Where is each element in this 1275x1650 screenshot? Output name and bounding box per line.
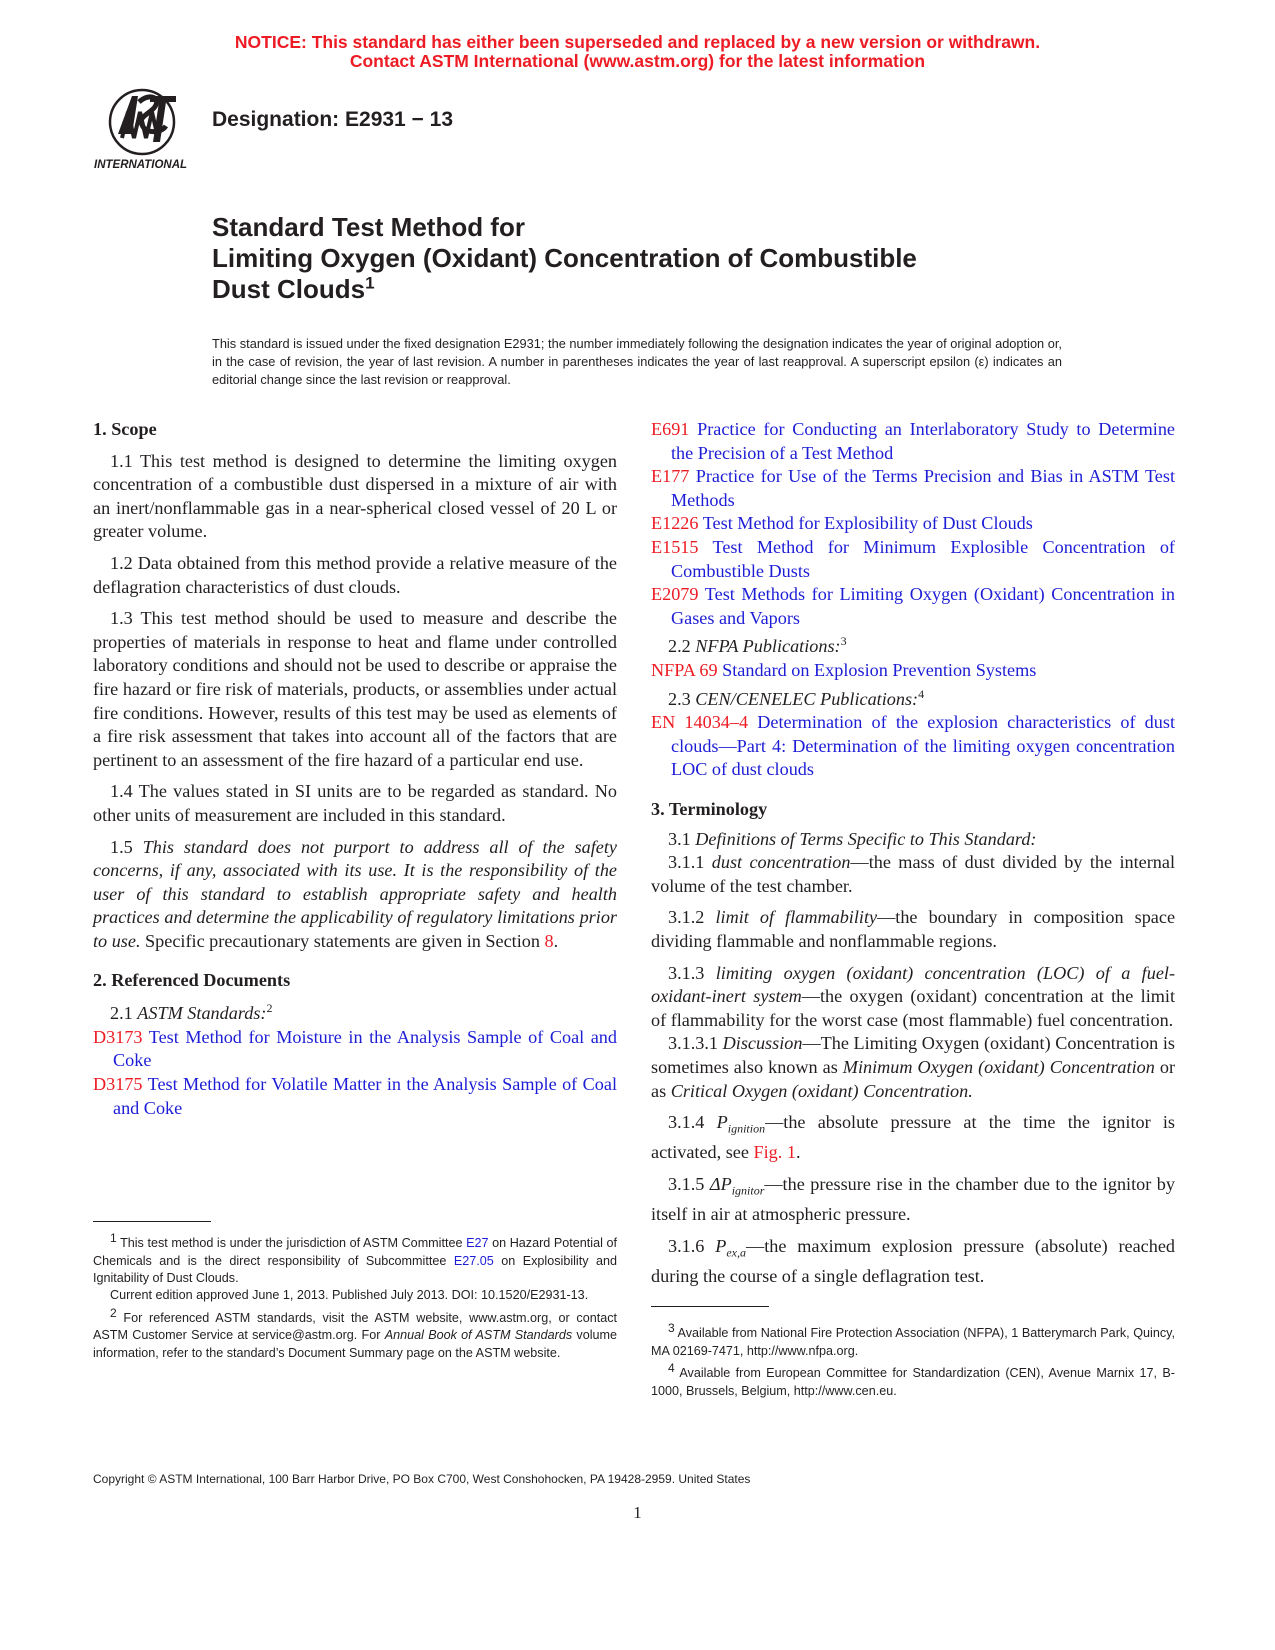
notice-line-2: Contact ASTM International (www.astm.org) for the latest information [349,51,926,71]
title-line-1: Standard Test Method for [212,212,525,242]
ref-en-14034-4[interactable]: EN 14034–4 Determination of the explosion characteristics of dust clouds—Part 4: Determination of the limiting oxygen concentration LOC of dust clouds [651,712,1176,780]
ref-d3175[interactable]: D3175 Test Method for Volatile Matter in the Analysis Sample of Coal and Coke [93,1073,618,1118]
left-footnote-rule [93,1221,211,1222]
footnote-2: $^2$ For referenced ASTM standards, visit the ASTM website, www.astm.org, or contact ASTM Customer Service at service@astm.org. For Annual Book of ASTM Standards volume information, refer to the standard’s Document Summary page on the ASTM website. [93,1305,617,1360]
copyright: Copyright © ASTM International, 100 Barr Harbor Drive, PO Box C700, West Conshohocken, PA 19428-2959. United States [93,1472,751,1486]
withdrawn-notice [0,33,1275,71]
committee-e27-link[interactable]: E27 [466,1236,489,1251]
ref-e691[interactable]: E691 Practice for Conducting an Interlaboratory Study to Determine the Precision of a Test Method [651,419,1175,463]
title-line-2: Limiting Oxygen (Oxidant) Concentration of Combustible [212,243,917,273]
section-2-1: 2.1 ASTM Standards:$^2$ [110,1001,273,1024]
page-number: 1 [633,1503,642,1522]
ref-e1226[interactable]: E1226 Test Method for Explosibility of Dust Clouds [651,513,1033,534]
footnote-3: $^3$ Available from National Fire Protection Association (NFPA), 1 Batterymarch Park, Quincy, MA 02169-7471, http://www.nfpa.org. [651,1321,1175,1358]
section-2-2: 2.2 NFPA Publications:$^3$ [668,634,847,657]
left-column [93,418,617,1120]
astm-logo-mark [92,82,196,174]
section-3-heading: 3. Terminology [651,799,768,820]
ref-e177[interactable]: E177 Practice for Use of the Terms Precision and Bias in ASTM Test Methods [651,466,1176,510]
issued-note: This standard is issued under the fixed designation E2931; the number immediately following the designation indicates the year of original adoption or, in the case of revision, the year of last revision. A number in parentheses indicates the year of last reapproval. A superscript epsilon (ε) indicates an editorial change since the last revision or reapproval. [212,336,1062,387]
designation: Designation: E2931 − 13 [212,108,454,131]
section-3-1-2: 3.1.2 limit of flammability—the boundary in composition space dividing flammable and nonflammable regions. [651,907,1176,951]
section-1-heading: 1. Scope [93,419,157,439]
logo-subtext: INTERNATIONAL [94,159,188,171]
ref-e1515[interactable]: E1515 Test Method for Minimum Explosible Concentration of Combustible Dusts [651,536,1175,581]
section-2-heading: 2. Referenced Documents [93,970,291,991]
title-footnote-mark: 1 [365,273,375,293]
footnote-1-edition: Current edition approved June 1, 2013. Published July 2013. DOI: 10.1520/E2931-13. [110,1288,589,1303]
ref-d3173[interactable]: D3173 Test Method for Moisture in the Analysis Sample of Coal and Coke [93,1026,617,1071]
section-1-3: 1.3 This test method should be used to measure and describe the properties of materials in response to heat and flame under controlled laboratory conditions and should not be used to describe or appraise the fire hazard or fire risk of materials, products, or assemblies under actual fire conditions. However, results of this test may be used as elements of a fire risk assessment that takes into account all of the factors that are pertinent to an assessment of the fire hazard of a particular end use. [93,608,617,770]
document-title [212,212,1112,305]
right-footnotes [651,1320,1175,1400]
subcommittee-link[interactable]: E27.05 [453,1253,494,1268]
section-2-3: 2.3 CEN/CENELEC Publications:$^4$ [668,686,925,709]
section-1-1: 1.1 This test method is designed to determine the limiting oxygen concentration of a combustible dust dispersed in a mixture of air with an inert/nonflammable gas in a near-spherical closed vessel of 20 L or greater volume. [93,450,617,542]
section-3-1-4: 3.1.4 $P_{ignition}—the$ absolute pressure at the time the ignitor is activated, see Fig. 1. [651,1112,1176,1163]
section-1-2: 1.2 Data obtained from this method provide a relative measure of the deflagration characteristics of dust clouds. [93,552,617,597]
right-column [651,418,1175,1289]
section-3-1-3: 3.1.3 limiting oxygen (oxidant) concentration (LOC) of a fuel-oxidant-inert system—the oxygen (oxidant) concentration at the limit of flammability for the worst case (most flammable) fuel concentration. [651,962,1176,1030]
astm-logo [92,82,196,174]
section-3-1-6: 3.1.6 $P_{ex,a}—the$ maximum explosion pressure (absolute) reached during the course of a single deflagration test. [651,1235,1176,1287]
section-3-1-3-1: 3.1.3.1 Discussion—The Limiting Oxygen (oxidant) Concentration is sometimes also known as Minimum Oxygen (oxidant) Concentration or as Critical Oxygen (oxidant) Concentration. [651,1033,1175,1101]
footnote-1: $^1$ This test method is under the jurisdiction of ASTM Committee E27 on Hazard Potential of Chemicals and is the direct responsibility of Subcommittee E27.05 on Explosibility and Ignitability of Dust Clouds. [93,1231,618,1285]
right-footnote-rule [651,1306,769,1307]
section-3-1-1: 3.1.1 dust concentration—the mass of dust divided by the internal volume of the test chamber. [651,852,1175,896]
section-3-1-5: 3.1.5 $\Delta P_{ignitor}—the$ pressure rise in the chamber due to the ignitor by itself in air at atmospheric pressure. [651,1173,1175,1225]
section-3-1: 3.1 Definitions of Terms Specific to This Standard: [668,828,1037,849]
left-footnotes [93,1230,617,1362]
ref-nfpa-69[interactable]: NFPA 69 Standard on Explosion Prevention Systems [651,660,1037,680]
ref-e2079[interactable]: E2079 Test Methods for Limiting Oxygen (Oxidant) Concentration in Gases and Vapors [651,584,1176,628]
section-1-5: 1.5 This standard does not purport to address all of the safety concerns, if any, associated with its use. It is the responsibility of the user of this standard to establish appropriate safety and health practices and determine the applicability of regulatory limitations prior to use. Specific precautionary statements are given in Section 8. [93,836,617,951]
fig-1-link[interactable]: Fig. 1 [753,1142,796,1163]
section-8-link[interactable]: 8 [544,930,554,951]
section-1-4: 1.4 The values stated in SI units are to be regarded as standard. No other units of measurement are included in this standard. [93,781,617,825]
footnote-4: $^4$ Available from European Committee for Standardization (CEN), Avenue Marnix 17, B-1000, Brussels, Belgium, http://www.cen.eu. [651,1361,1175,1398]
title-line-3: Dust Clouds$^1$ [212,273,375,304]
notice-line-1: NOTICE: This standard has either been superseded and replaced by a new version or withdrawn. [234,32,1041,52]
